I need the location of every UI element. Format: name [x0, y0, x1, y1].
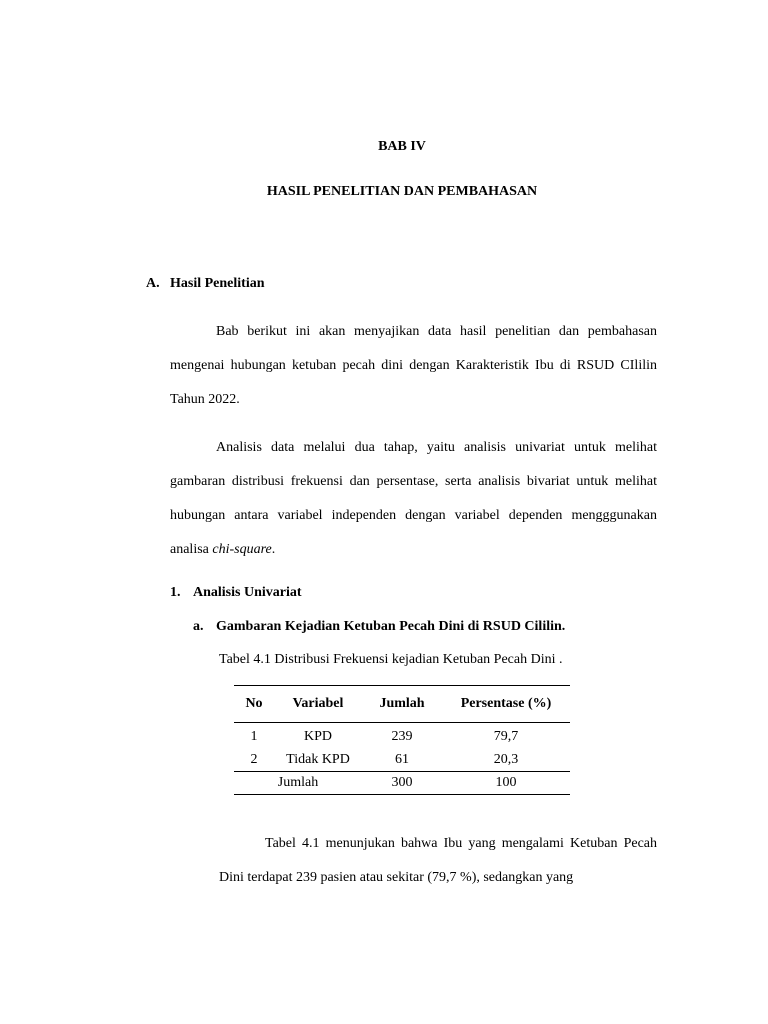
section-heading-a — [146, 276, 265, 292]
total-label: Jumlah — [234, 772, 362, 795]
subsection-title: Gambaran Kejadian Ketuban Pecah Dini di RSUD Cililin. — [216, 619, 566, 634]
table-total-row — [234, 772, 570, 795]
total-jumlah: 300 — [362, 772, 442, 795]
paragraph-intro: Bab berikut ini akan menyajikan data hasil penelitian dan pembahasan mengenai hubungan ketuban pecah dini dengan Karakteristik Ibu di RSUD CIlilin Tahun 2022. — [170, 324, 657, 407]
cell-jumlah: 239 — [391, 728, 413, 744]
paragraph-table-interpretation: Tabel 4.1 menunjukan bahwa Ibu yang mengalami Ketuban Pecah Dini terdapat 239 pasien atau sekitar (79,7 %), sedangkan yang — [219, 836, 657, 885]
table-row — [234, 748, 570, 772]
header-no: No — [234, 686, 274, 723]
table-row — [234, 723, 570, 749]
cell-no: 2 — [250, 751, 258, 767]
subsection-label: a. — [193, 619, 204, 634]
cell-jumlah: 61 — [395, 751, 409, 767]
chi-square-term: chi-square — [212, 542, 272, 557]
paragraph-analysis-text: Analisis data melalui dua tahap, yaitu analisis univariat untuk melihat gambaran distribusi frekuensi dan persentase, serta analisis bivariat untuk melihat hubungan antara variabel independen dengan variabel dependen mengggunakan analisa — [170, 440, 657, 557]
cell-persentase: 20,3 — [493, 751, 519, 767]
subsection-heading-a — [193, 619, 565, 635]
chapter-title: HASIL PENELITIAN DAN PEMBAHASAN — [266, 184, 538, 199]
subsection-label: 1. — [170, 585, 181, 600]
cell-variabel: Tidak KPD — [286, 751, 350, 767]
header-jumlah: Jumlah — [362, 686, 442, 723]
header-persentase: Persentase (%) — [442, 686, 570, 723]
chapter-number: BAB IV — [378, 139, 426, 154]
cell-persentase: 79,7 — [493, 728, 519, 744]
paragraph-analysis — [170, 431, 657, 567]
section-title: Hasil Penelitian — [170, 276, 265, 291]
table-header-row — [234, 686, 570, 723]
table-caption: Tabel 4.1 Distribusi Frekuensi kejadian Ketuban Pecah Dini . — [219, 652, 563, 667]
cell-variabel: KPD — [303, 728, 332, 744]
subsection-heading-1 — [170, 585, 302, 601]
subsection-title: Analisis Univariat — [193, 585, 302, 600]
frequency-table — [234, 685, 570, 795]
total-persentase: 100 — [442, 772, 570, 795]
header-variabel: Variabel — [274, 686, 362, 723]
paragraph-analysis-end: . — [271, 542, 276, 557]
section-label: A. — [146, 276, 160, 291]
cell-no: 1 — [250, 728, 258, 744]
